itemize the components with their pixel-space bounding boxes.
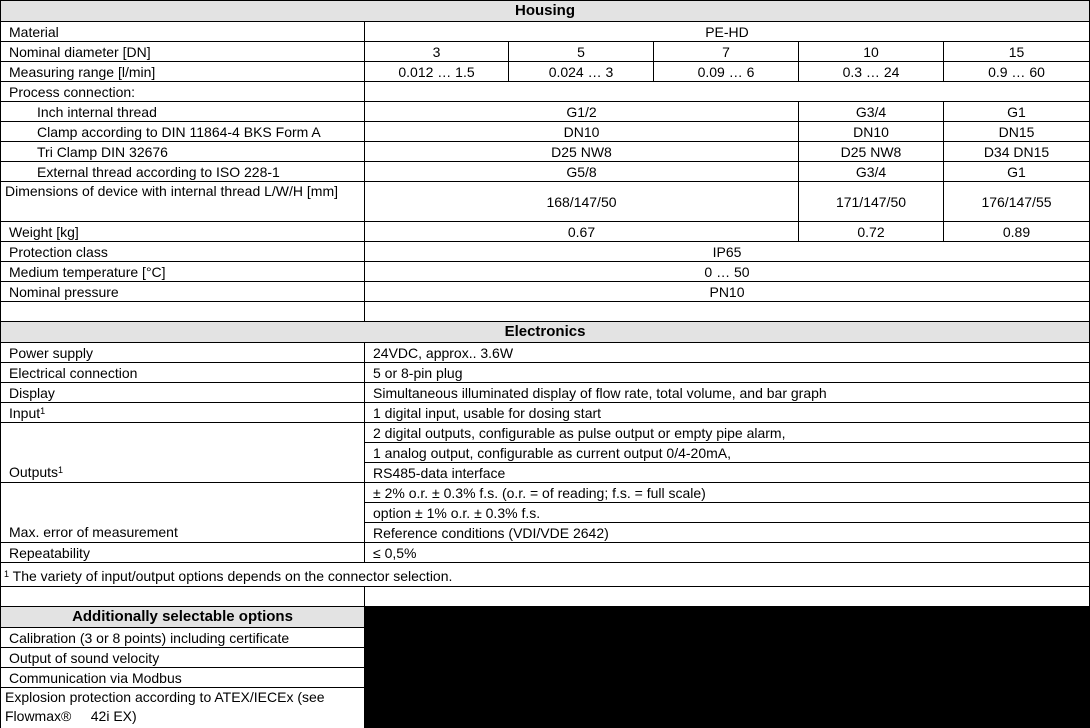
measuring-range-cell: 0.024 … 3	[509, 62, 653, 81]
material-value: PE-HD	[365, 22, 1089, 41]
process-connection-empty	[365, 82, 1089, 101]
spacer-cell	[365, 587, 1089, 606]
max-error-line: option ± 1% o.r. ± 0.3% f.s.	[365, 503, 1089, 522]
tri-clamp-cell: D25 NW8	[365, 142, 798, 161]
weight-cell: 0.72	[799, 222, 943, 241]
measuring-range-label: Measuring range [l/min]	[1, 62, 364, 81]
electrical-connection-value: 5 or 8-pin plug	[365, 363, 1089, 382]
inch-thread-cell: G3/4	[799, 102, 943, 121]
housing-header: Housing	[1, 1, 1089, 21]
clamp-cell: DN10	[799, 122, 943, 141]
options-header: Additionally selectable options	[1, 607, 364, 627]
dimensions-cell: 176/147/55	[944, 182, 1089, 221]
option-item: Explosion protection according to ATEX/IECEx (see Flowmax® 42i EX)	[1, 688, 364, 728]
spacer-cell	[1, 587, 364, 606]
measuring-range-cell: 0.3 … 24	[799, 62, 943, 81]
footnote: $^1$ The variety of input/output options depends on the connector selection.	[1, 563, 1089, 586]
measuring-range-cell: 0.09 … 6	[654, 62, 798, 81]
inch-thread-cell: G1/2	[365, 102, 798, 121]
outputs-label: Outputs $^1$	[1, 423, 364, 482]
nominal-diameter-cell: 5	[509, 42, 653, 61]
protection-class-label: Protection class	[1, 242, 364, 261]
repeatability-value: ≤ 0,5%	[365, 543, 1089, 562]
spacer-cell	[365, 302, 1089, 321]
tri-clamp-cell: D25 NW8	[799, 142, 943, 161]
material-label: Material	[1, 22, 364, 41]
input-value: 1 digital input, usable for dosing start	[365, 403, 1089, 422]
max-error-line: ± 2% o.r. ± 0.3% f.s. (o.r. = of reading; f.s. = full scale)	[365, 483, 1089, 502]
protection-class-value: IP65	[365, 242, 1089, 261]
tri-clamp-label: Tri Clamp DIN 32676	[1, 142, 364, 161]
outputs-line: RS485-data interface	[365, 463, 1089, 482]
max-error-line: Reference conditions (VDI/VDE 2642)	[365, 523, 1089, 542]
weight-cell: 0.89	[944, 222, 1089, 241]
power-supply-label: Power supply	[1, 343, 364, 362]
nominal-pressure-value: PN10	[365, 282, 1089, 301]
inch-thread-cell: G1	[944, 102, 1089, 121]
measuring-range-cell: 0.9 … 60	[944, 62, 1089, 81]
nominal-diameter-cell: 15	[944, 42, 1089, 61]
dimensions-label: Dimensions of device with internal thread L/W/H [mm]	[1, 182, 364, 221]
outputs-line: 1 analog output, configurable as current output 0/4-20mA,	[365, 443, 1089, 462]
medium-temperature-value: 0 … 50	[365, 262, 1089, 281]
tri-clamp-cell: D34 DN15	[944, 142, 1089, 161]
display-value: Simultaneous illuminated display of flow rate, total volume, and bar graph	[365, 383, 1089, 402]
external-thread-cell: G3/4	[799, 162, 943, 181]
external-thread-label: External thread according to ISO 228-1	[1, 162, 364, 181]
nominal-diameter-label: Nominal diameter [DN]	[1, 42, 364, 61]
option-item: Calibration (3 or 8 points) including certificate	[1, 628, 364, 647]
weight-label: Weight [kg]	[1, 222, 364, 241]
footnote-marker: 1	[58, 465, 64, 475]
electrical-connection-label: Electrical connection	[1, 363, 364, 382]
medium-temperature-label: Medium temperature [°C]	[1, 262, 364, 281]
nominal-diameter-cell: 10	[799, 42, 943, 61]
measuring-range-cell: 0.012 … 1.5	[365, 62, 508, 81]
process-connection-label: Process connection:	[1, 82, 364, 101]
power-supply-value: 24VDC, approx.. 3.6W	[365, 343, 1089, 362]
nominal-diameter-cell: 7	[654, 42, 798, 61]
input-label: Input$^1$	[1, 403, 364, 422]
electronics-header: Electronics	[1, 322, 1089, 342]
outputs-line: 2 digital outputs, configurable as pulse output or empty pipe alarm,	[365, 423, 1089, 442]
nominal-diameter-cell: 3	[365, 42, 508, 61]
spacer-cell	[1, 302, 364, 321]
clamp-cell: DN15	[944, 122, 1089, 141]
clamp-label: Clamp according to DIN 11864-4 BKS Form A	[1, 122, 364, 141]
external-thread-cell: G1	[944, 162, 1089, 181]
footnote-marker: 1	[4, 569, 10, 579]
footnote-marker: 1	[40, 406, 46, 416]
inch-thread-label: Inch internal thread	[1, 102, 364, 121]
repeatability-label: Repeatability	[1, 543, 364, 562]
option-item: Output of sound velocity	[1, 648, 364, 667]
clamp-cell: DN10	[365, 122, 798, 141]
nominal-pressure-label: Nominal pressure	[1, 282, 364, 301]
dimensions-cell: 168/147/50	[365, 182, 798, 221]
display-label: Display	[1, 383, 364, 402]
external-thread-cell: G5/8	[365, 162, 798, 181]
option-item: Communication via Modbus	[1, 668, 364, 687]
max-error-label: Max. error of measurement	[1, 483, 364, 542]
dimensions-cell: 171/147/50	[799, 182, 943, 221]
weight-cell: 0.67	[365, 222, 798, 241]
